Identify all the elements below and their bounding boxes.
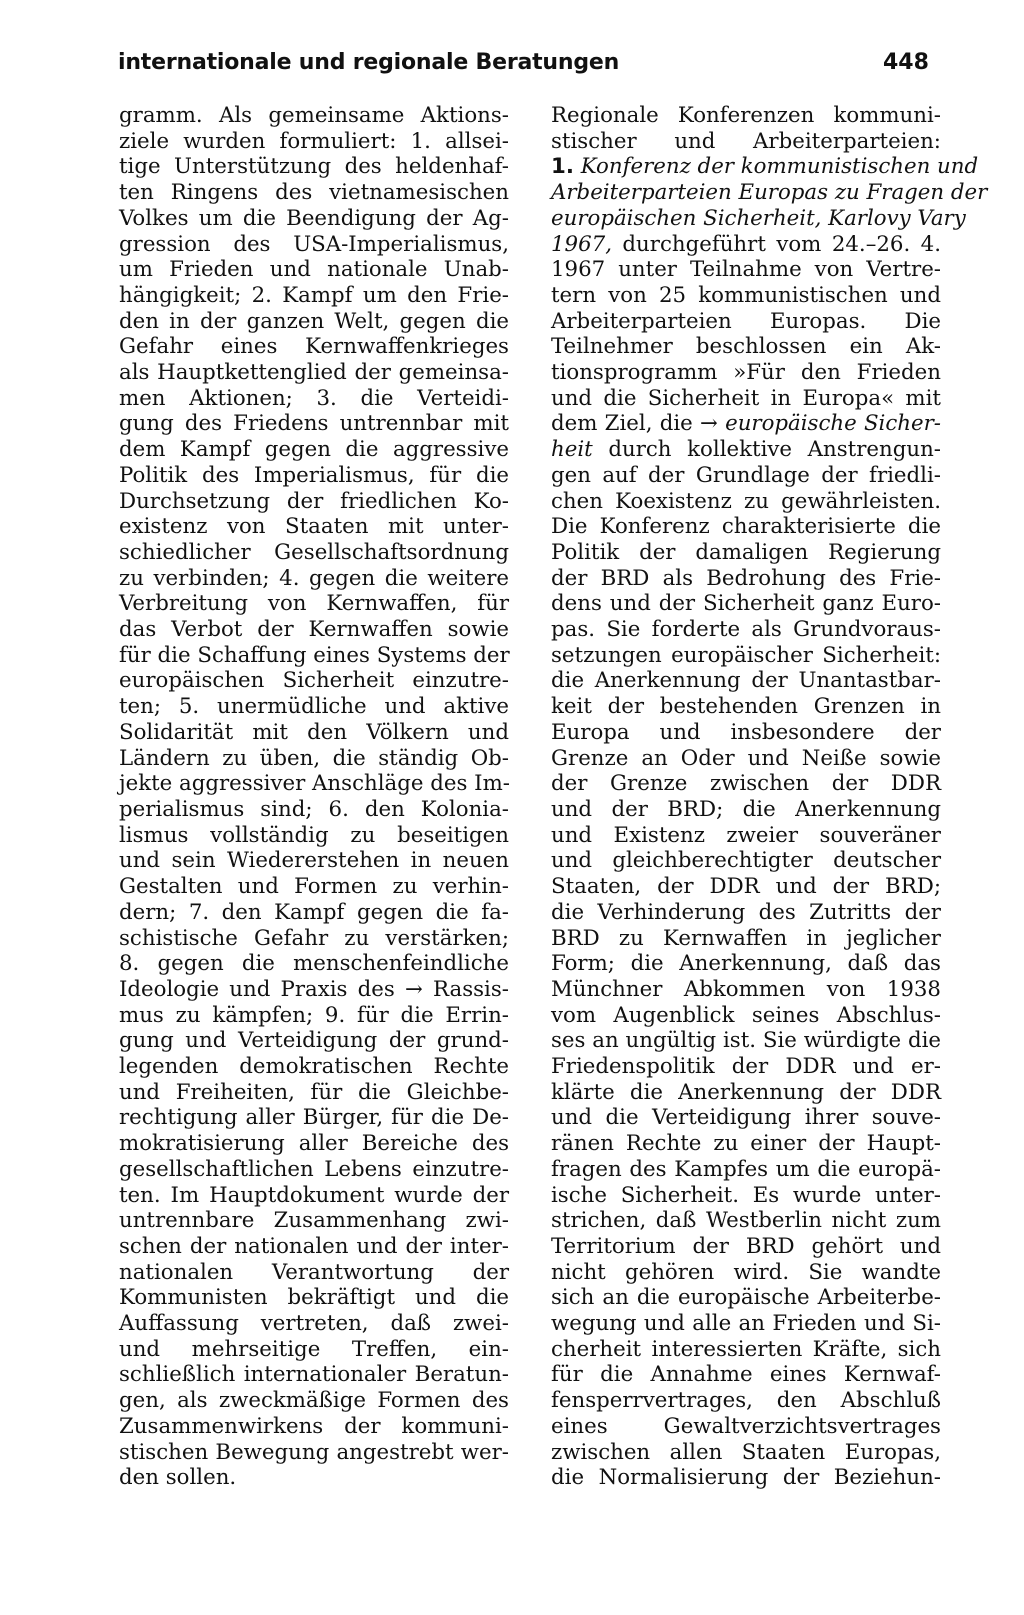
text-line: Auffassung vertreten, daß zwei- xyxy=(119,1311,509,1337)
entry-dates: durchgeführt vom 24.–26. 4. xyxy=(622,231,941,257)
text-line: den in der ganzen Welt, gegen die xyxy=(119,308,509,334)
text-line: als Hauptkettenglied der gemeinsa- xyxy=(119,360,509,386)
text-line: klärte die Anerkennung der DDR xyxy=(551,1079,941,1105)
text-line: gression des USA-Imperialismus, xyxy=(119,231,509,257)
text-line: Kommunisten bekräftigt und die xyxy=(119,1285,509,1311)
text-line: schiedlicher Gesellschaftsordnung xyxy=(119,539,509,565)
text-line: Gefahr eines Kernwaffenkrieges xyxy=(119,334,509,360)
text-line: und der BRD; die Anerkennung xyxy=(551,796,941,822)
right-column xyxy=(551,103,988,1491)
text-line: Politik des Imperialismus, für die xyxy=(119,462,509,488)
text-line: men Aktionen; 3. die Verteidi- xyxy=(119,385,509,411)
text-line: Staaten, der DDR und der BRD; xyxy=(551,874,941,900)
text-line xyxy=(551,411,941,437)
text-line: tern von 25 kommunistischen und xyxy=(551,282,941,308)
text-line: ränen Rechte zu einer der Haupt- xyxy=(551,1131,941,1157)
text-line: legenden demokratischen Rechte xyxy=(119,1054,509,1080)
text-line: fensperrvertrages, den Abschluß xyxy=(551,1388,941,1414)
text-line: der Grenze zwischen der DDR xyxy=(551,771,941,797)
text-line: für die Annahme eines Kernwaf- xyxy=(551,1362,941,1388)
text-line: und sein Wiedererstehen in neuen xyxy=(119,848,509,874)
text-line: existenz von Staaten mit unter- xyxy=(119,514,509,540)
left-column xyxy=(119,103,509,1491)
text-line: hängigkeit; 2. Kampf um den Frie- xyxy=(119,282,509,308)
text-line: Friedenspolitik der DDR und er- xyxy=(551,1054,941,1080)
text-line: Ländern zu üben, die ständig Ob- xyxy=(119,745,509,771)
text-line: zu verbinden; 4. gegen die weitere xyxy=(119,565,509,591)
left-column-paragraph xyxy=(119,103,509,1491)
text-line: fragen des Kampfes um die europä- xyxy=(551,1156,941,1182)
cross-reference-link[interactable]: europäische Sicher- xyxy=(725,411,941,437)
text-line: Ideologie und Praxis des → Rassis- xyxy=(119,976,509,1002)
text-line: Arbeiterparteien Europas. Die xyxy=(551,308,941,334)
text-line: ziele wurden formuliert: 1. allsei- xyxy=(119,128,509,154)
text-line: nicht gehören wird. Sie wandte xyxy=(551,1259,941,1285)
text-line: schistische Gefahr zu verstärken; xyxy=(119,925,509,951)
text-line: sich an die europäische Arbeiterbe- xyxy=(551,1285,941,1311)
page-number: 448 xyxy=(883,50,929,75)
text-line: das Verbot der Kernwaffen sowie xyxy=(119,617,509,643)
text-line: ten. Im Hauptdokument wurde der xyxy=(119,1182,509,1208)
text-line: ten; 5. unermüdliche und aktive xyxy=(119,694,509,720)
text-line: mokratisierung aller Bereiche des xyxy=(119,1131,509,1157)
text-line: gen, als zweckmäßige Formen des xyxy=(119,1388,509,1414)
text-line: und Freiheiten, für die Gleichbe- xyxy=(119,1079,509,1105)
text-line: keit der bestehenden Grenzen in xyxy=(551,694,941,720)
text-line: der BRD als Bedrohung des Frie- xyxy=(551,565,941,591)
text-line: rechtigung aller Bürger, für die De- xyxy=(119,1105,509,1131)
text-line: ses an ungültig ist. Sie würdigte die xyxy=(551,1028,941,1054)
text-line: die Normalisierung der Beziehun- xyxy=(551,1465,941,1491)
text-line: ten Ringens des vietnamesischen xyxy=(119,180,509,206)
text-line: tige Unterstützung des heldenhaf- xyxy=(119,154,509,180)
text-line: BRD zu Kernwaffen in jeglicher xyxy=(551,925,941,951)
text-line: Europa und insbesondere der xyxy=(551,719,941,745)
text-line: die Anerkennung der Unantastbar- xyxy=(551,668,941,694)
text-line: 1967 unter Teilnahme von Vertre- xyxy=(551,257,941,283)
text-line: cherheit interessierten Kräfte, sich xyxy=(551,1336,941,1362)
text-line xyxy=(551,232,941,258)
text-line: gramm. Als gemeinsame Aktions- xyxy=(119,103,509,128)
text-line: jekte aggressiver Anschläge des Im- xyxy=(119,771,510,797)
text-line: Form; die Anerkennung, daß das xyxy=(551,951,941,977)
text-line: chen Koexistenz zu gewährleisten. xyxy=(551,488,941,514)
text-line: Münchner Abkommen von 1938 xyxy=(551,976,941,1002)
text-line: Zusammenwirkens der kommuni- xyxy=(119,1413,509,1439)
text-line: den sollen. xyxy=(119,1465,237,1491)
text-line: Solidarität mit den Völkern und xyxy=(119,719,509,745)
running-header-title: internationale und regionale Beratungen xyxy=(118,50,620,75)
text-line: und gleichberechtigter deutscher xyxy=(551,848,941,874)
text-line: zwischen allen Staaten Europas, xyxy=(551,1439,941,1465)
text-line: gung und Verteidigung der grund- xyxy=(119,1028,509,1054)
text-line: und mehrseitige Treffen, ein- xyxy=(119,1336,509,1362)
text-line: gesellschaftlichen Lebens einzutre- xyxy=(119,1156,509,1182)
text-line: die Verhinderung des Zutritts der xyxy=(551,899,941,925)
text-line xyxy=(551,437,941,463)
text-line: europäischen Sicherheit einzutre- xyxy=(119,668,509,694)
text-line: ische Sicherheit. Es wurde unter- xyxy=(551,1182,941,1208)
text-line: strichen, daß Westberlin nicht zum xyxy=(551,1208,941,1234)
cross-reference-tail: durch kollektive Anstrengun- xyxy=(608,437,941,463)
right-column-paragraph xyxy=(551,103,988,1491)
text-line: und die Sicherheit in Europa« mit xyxy=(551,385,941,411)
text-line: pas. Sie forderte als Grundvoraus- xyxy=(551,617,941,643)
text-line: um Frieden und nationale Unab- xyxy=(119,257,509,283)
text-line: für die Schaffung eines Systems der xyxy=(119,642,510,668)
text-line: schen der nationalen und der inter- xyxy=(119,1233,509,1259)
text-line: setzungen europäischer Sicherheit: xyxy=(551,642,941,668)
cross-reference-link[interactable]: heit xyxy=(551,437,593,463)
text-line: mus zu kämpfen; 9. für die Errin- xyxy=(119,1002,509,1028)
text-line: 8. gegen die menschenfeindliche xyxy=(119,951,509,977)
text-line: dern; 7. den Kampf gegen die fa- xyxy=(119,899,509,925)
entry-number: 1. xyxy=(551,154,574,180)
text-line: stischer und Arbeiterparteien: xyxy=(551,128,941,154)
cross-reference-lead: dem Ziel, die → xyxy=(551,411,718,437)
entry-year: 1967, xyxy=(551,231,612,257)
text-line: Verbreitung von Kernwaffen, für xyxy=(119,591,509,617)
text-line: Grenze an Oder und Neiße sowie xyxy=(551,745,941,771)
text-line: nationalen Verantwortung der xyxy=(119,1259,509,1285)
entry-title-line: europäischen Sicherheit, Karlovy Vary xyxy=(551,205,966,231)
text-line: und die Verteidigung ihrer souve- xyxy=(551,1105,941,1131)
text-line: Territorium der BRD gehört und xyxy=(551,1233,941,1259)
text-line: eines Gewaltverzichtsvertrages xyxy=(551,1413,941,1439)
text-line: dens und der Sicherheit ganz Euro- xyxy=(551,591,941,617)
text-line: wegung und alle an Frieden und Si- xyxy=(551,1311,941,1337)
text-line: untrennbare Zusammenhang zwi- xyxy=(119,1208,509,1234)
text-line: gung des Friedens untrennbar mit xyxy=(119,411,509,437)
text-line: Gestalten und Formen zu verhin- xyxy=(119,874,509,900)
entry-title-line: Arbeiterparteien Europas zu Fragen der xyxy=(551,180,988,206)
text-line: lismus vollständig zu beseitigen xyxy=(119,822,509,848)
text-line: stischen Bewegung angestrebt wer- xyxy=(119,1439,509,1465)
text-line: tionsprogramm »Für den Frieden xyxy=(551,360,941,386)
text-line: Volkes um die Beendigung der Ag- xyxy=(119,205,509,231)
entry-title: Konferenz der kommunistischen und xyxy=(580,154,979,180)
text-line: und Existenz zweier souveräner xyxy=(551,822,941,848)
text-line: Durchsetzung der friedlichen Ko- xyxy=(119,488,509,514)
text-line: dem Kampf gegen die aggressive xyxy=(119,437,509,463)
text-line: Die Konferenz charakterisierte die xyxy=(551,514,941,540)
text-line: vom Augenblick seines Abschlus- xyxy=(551,1002,941,1028)
text-line: Politik der damaligen Regierung xyxy=(551,539,941,565)
text-line: perialismus sind; 6. den Kolonia- xyxy=(119,796,509,822)
entry-heading-line xyxy=(551,154,979,180)
text-line: schließlich internationaler Beratun- xyxy=(119,1362,509,1388)
text-line: Teilnehmer beschlossen ein Ak- xyxy=(551,334,941,360)
text-line: gen auf der Grundlage der friedli- xyxy=(551,462,941,488)
text-line: Regionale Konferenzen kommuni- xyxy=(551,103,941,128)
